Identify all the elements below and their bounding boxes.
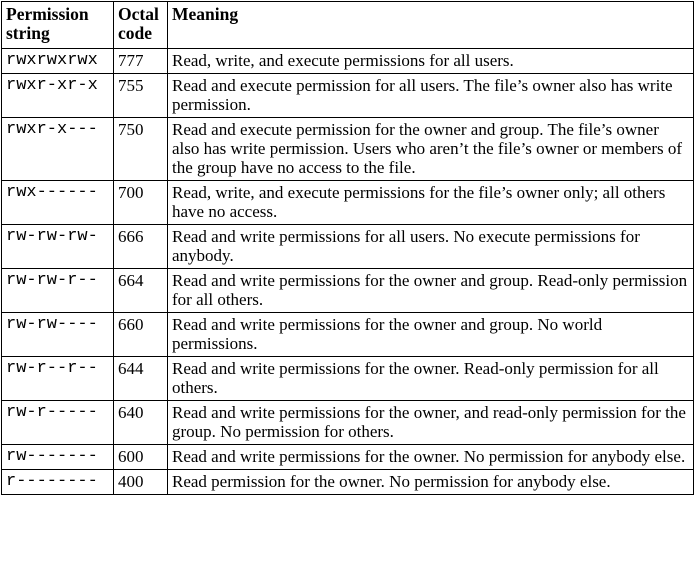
cell-permission-string: rwx------ xyxy=(2,180,114,224)
cell-permission-string: r-------- xyxy=(2,470,114,495)
table-row xyxy=(2,470,694,495)
cell-permission-string: rw-r----- xyxy=(2,401,114,445)
cell-meaning: Read and write permissions for the owner. No permission for anybody else. xyxy=(168,445,694,470)
cell-octal-code: 644 xyxy=(114,356,168,400)
cell-permission-string: rw------- xyxy=(2,445,114,470)
cell-octal-code: 664 xyxy=(114,268,168,312)
cell-permission-string: rw-rw-rw- xyxy=(2,224,114,268)
document-page xyxy=(0,1,694,584)
cell-permission-string: rwxrwxrwx xyxy=(2,48,114,73)
table-row xyxy=(2,180,694,224)
cell-meaning: Read, write, and execute permissions for all users. xyxy=(168,48,694,73)
table-body xyxy=(2,48,694,495)
table-header-row xyxy=(2,2,694,49)
cell-meaning: Read, write, and execute permissions for the file’s owner only; all others have no access. xyxy=(168,180,694,224)
table-row xyxy=(2,224,694,268)
cell-meaning: Read and write permissions for the owner. Read-only permission for all others. xyxy=(168,356,694,400)
cell-octal-code: 700 xyxy=(114,180,168,224)
cell-octal-code: 755 xyxy=(114,73,168,117)
table-row xyxy=(2,48,694,73)
cell-octal-code: 600 xyxy=(114,445,168,470)
table-row xyxy=(2,117,694,180)
cell-permission-string: rwxr-x--- xyxy=(2,117,114,180)
column-header-octal-code: Octal code xyxy=(114,2,168,49)
column-header-meaning: Meaning xyxy=(168,2,694,49)
table-row xyxy=(2,73,694,117)
cell-meaning: Read and execute permission for all users. The file’s owner also has write permission. xyxy=(168,73,694,117)
cell-meaning: Read and write permissions for all users. No execute permissions for anybody. xyxy=(168,224,694,268)
column-header-permission-string: Permission string xyxy=(2,2,114,49)
table-row xyxy=(2,401,694,445)
cell-meaning: Read and write permissions for the owner, and read-only permission for the group. No permission for others. xyxy=(168,401,694,445)
cell-meaning: Read and write permissions for the owner and group. No world permissions. xyxy=(168,312,694,356)
cell-meaning: Read and write permissions for the owner and group. Read-only permission for all others. xyxy=(168,268,694,312)
cell-meaning: Read permission for the owner. No permission for anybody else. xyxy=(168,470,694,495)
table-header xyxy=(2,2,694,49)
permissions-table xyxy=(1,1,694,495)
cell-octal-code: 400 xyxy=(114,470,168,495)
cell-octal-code: 777 xyxy=(114,48,168,73)
table-row xyxy=(2,312,694,356)
cell-octal-code: 750 xyxy=(114,117,168,180)
cell-permission-string: rw-rw---- xyxy=(2,312,114,356)
cell-permission-string: rw-rw-r-- xyxy=(2,268,114,312)
table-row xyxy=(2,356,694,400)
cell-permission-string: rw-r--r-- xyxy=(2,356,114,400)
cell-octal-code: 660 xyxy=(114,312,168,356)
table-row xyxy=(2,445,694,470)
cell-octal-code: 666 xyxy=(114,224,168,268)
cell-permission-string: rwxr-xr-x xyxy=(2,73,114,117)
cell-octal-code: 640 xyxy=(114,401,168,445)
table-row xyxy=(2,268,694,312)
cell-meaning: Read and execute permission for the owner and group. The file’s owner also has write permission. Users who aren’t the file’s owner or members of the group have no access to the file. xyxy=(168,117,694,180)
